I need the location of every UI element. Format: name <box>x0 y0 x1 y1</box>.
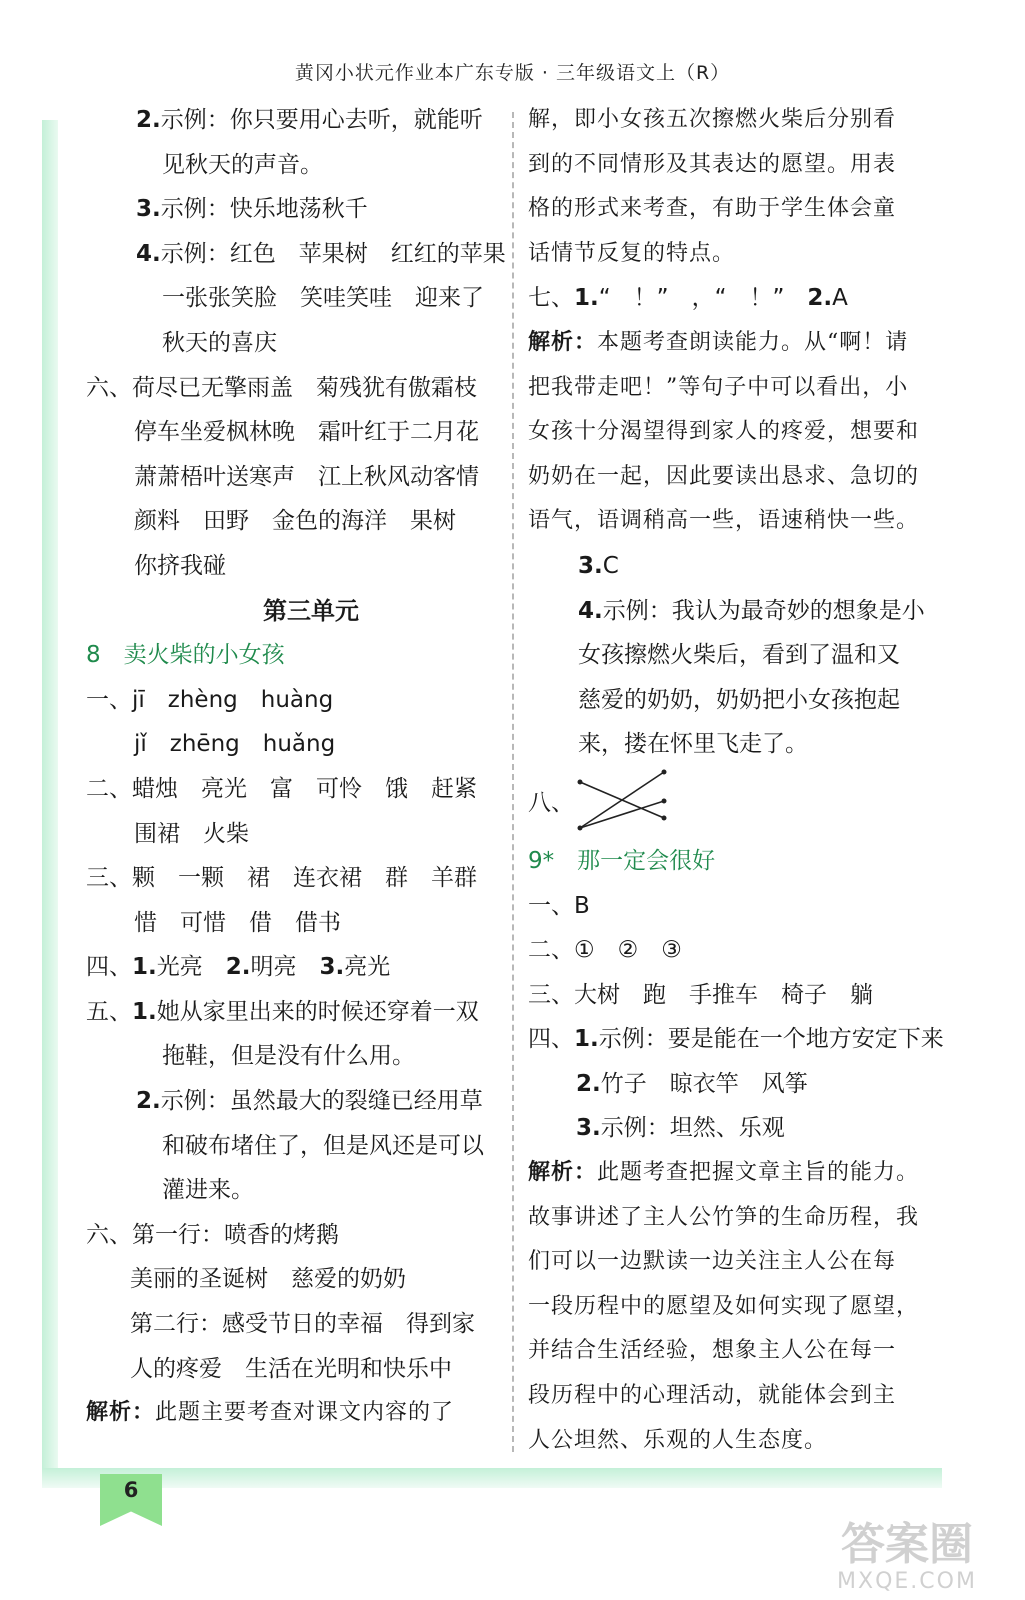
item-number: 3. <box>319 954 345 981</box>
analysis-line: 语气，语调稍高一些，语速稍快一些。 <box>528 508 920 534</box>
answer-line <box>86 990 506 1035</box>
analysis-line <box>528 1151 938 1196</box>
match-dot <box>578 779 583 784</box>
answer-line <box>86 1079 506 1124</box>
match-dot <box>578 825 583 830</box>
answer-text: A <box>832 285 848 312</box>
answer-line <box>528 1106 938 1151</box>
answer-text: 示例：你只要用心去听，就能听 <box>160 107 483 133</box>
item-number: 1. <box>574 285 599 312</box>
answer-line: 秋天的喜庆 <box>162 329 277 356</box>
answer-line: jǐ zhēng huǎng <box>134 731 336 758</box>
lesson-title: 那一定会很好 <box>577 847 716 874</box>
answer-line <box>528 276 938 321</box>
analysis-line: 到的不同情形及其表达的愿望。用表 <box>528 151 897 177</box>
lesson-heading <box>86 633 506 678</box>
analysis-text: 本题考查朗读能力。从“啊！请 <box>597 329 909 355</box>
answer-line: 一张张笑脸 笑哇笑哇 迎来了 <box>162 285 484 312</box>
answer-line: 你挤我碰 <box>134 552 226 579</box>
answer-text: 示例：快乐地荡秋千 <box>160 196 368 223</box>
answer-text: 竹子 晾衣竿 风筝 <box>600 1070 808 1097</box>
section-prefix: 四、 <box>528 1026 574 1053</box>
lesson-heading <box>528 839 938 884</box>
item-number: 1. <box>132 998 157 1025</box>
matching-lines-diagram <box>574 768 674 838</box>
analysis-line: 段历程中的心理活动，就能体会到主 <box>528 1383 897 1409</box>
item-number: 3. <box>578 552 603 579</box>
section-prefix: 四、 <box>86 954 132 981</box>
answer-line: 一、B <box>528 892 590 919</box>
column-divider <box>512 112 514 1452</box>
answer-line <box>528 1062 938 1107</box>
answer-line: 二、蜡烛 亮光 富 可怜 饿 赶紧 <box>86 775 477 802</box>
match-line <box>580 801 664 828</box>
answer-text: C <box>602 552 619 579</box>
answer-text: 示例：红色 苹果树 红红的苹果 <box>160 240 506 267</box>
item-number: 2. <box>576 1070 601 1097</box>
section-prefix: 七、 <box>528 285 574 312</box>
right-column <box>528 98 944 1463</box>
analysis-line: 把我带走吧！”等句子中可以看出，小 <box>528 374 909 400</box>
section-prefix: 五、 <box>86 998 132 1025</box>
left-column <box>86 98 506 1436</box>
answer-line: 慈爱的奶奶，奶奶把小女孩抱起 <box>578 686 900 713</box>
matching-answer <box>528 767 938 839</box>
page-header: 黄冈小状元作业本广东专版 · 三年级语文上（R） <box>294 62 731 84</box>
answer-line: 萧萧梧叶送寒声 江上秋风动客情 <box>134 463 479 490</box>
unit-title: 第三单元 <box>263 596 359 625</box>
answer-line: 停车坐爱枫林晚 霜叶红于二月花 <box>134 419 479 446</box>
analysis-line: 人公坦然、乐观的人生态度。 <box>528 1427 828 1453</box>
analysis-label: 解析： <box>86 1400 156 1426</box>
answer-text: 示例：要是能在一个地方安定下来 <box>598 1026 944 1053</box>
answer-line <box>528 1017 944 1062</box>
answer-line <box>86 945 506 990</box>
answer-line: 见秋天的声音。 <box>162 151 323 178</box>
answer-line <box>528 544 938 589</box>
analysis-line: 解，即小女孩五次擦燃火柴后分别看 <box>528 107 897 132</box>
answer-line: 颜料 田野 金色的海洋 果树 <box>134 508 456 535</box>
item-number: 3. <box>576 1115 601 1142</box>
analysis-line <box>528 321 938 366</box>
item-number: 2. <box>136 107 161 133</box>
item-number: 4. <box>578 597 603 624</box>
answer-line: 六、第一行：喷香的烤鹅 <box>86 1221 339 1248</box>
answer-line: 围裙 火柴 <box>134 820 249 847</box>
answer-text: 光亮 <box>156 954 203 981</box>
left-decorative-bar <box>42 120 58 1480</box>
answer-line: 第二行：感受节日的幸福 得到家 <box>130 1311 475 1338</box>
item-number: 2. <box>807 285 833 312</box>
analysis-line: 一段历程中的愿望及如何实现了愿望， <box>528 1293 920 1319</box>
analysis-line: 格的形式来考查，有助于学生体会童 <box>528 196 897 222</box>
answer-line: 和破布堵住了，但是风还是可以 <box>162 1132 484 1159</box>
match-dot <box>662 815 667 820</box>
answer-line <box>86 232 506 277</box>
analysis-line: 女孩十分渴望得到家人的疼爱，想要和 <box>528 419 920 445</box>
watermark <box>817 1521 997 1594</box>
answer-line: 美丽的圣诞树 慈爱的奶奶 <box>130 1266 406 1293</box>
item-number: 4. <box>136 240 161 267</box>
page-number: 6 <box>123 1478 139 1502</box>
answer-line: 三、大树 跑 手推车 椅子 躺 <box>528 981 873 1008</box>
watermark-logo-text: 答案圈 <box>841 1519 973 1570</box>
analysis-line: 话情节反复的特点。 <box>528 240 736 266</box>
answer-line: 来，搂在怀里飞走了。 <box>578 731 808 758</box>
lesson-title: 卖火柴的小女孩 <box>123 642 285 669</box>
item-number: 3. <box>136 196 161 223</box>
answer-line: 三、颗 一颗 裙 连衣裙 群 羊群 <box>86 865 477 892</box>
answer-line <box>528 589 938 634</box>
answer-text: “ ！” ，“ ！” <box>598 285 785 312</box>
item-number: 1. <box>132 954 157 981</box>
watermark-url: MXQE.COM <box>837 1569 977 1594</box>
answer-text: 示例：虽然最大的裂缝已经用草 <box>160 1088 483 1115</box>
match-line <box>580 772 664 828</box>
answer-text: 明亮 <box>250 954 297 981</box>
answer-line: 一、jī zhèng huàng <box>86 686 334 713</box>
analysis-label: 解析： <box>528 329 598 355</box>
answer-line: 人的疼爱 生活在光明和快乐中 <box>130 1355 452 1382</box>
analysis-label: 解析： <box>528 1160 598 1186</box>
lesson-number: 8 <box>86 642 101 669</box>
analysis-text: 此题主要考查对课文内容的了 <box>155 1400 455 1426</box>
match-dot <box>662 769 667 774</box>
item-number: 2. <box>136 1088 161 1115</box>
section-prefix: 八、 <box>528 789 574 816</box>
answer-line: 拖鞋，但是没有什么用。 <box>162 1043 415 1070</box>
analysis-line <box>86 1391 506 1436</box>
answer-line: 惜 可惜 借 借书 <box>134 909 341 936</box>
lesson-number: 9* <box>528 847 555 874</box>
answer-text: 亮光 <box>344 954 391 981</box>
analysis-line: 并结合生活经验，想象主人公在每一 <box>528 1338 897 1364</box>
item-number: 2. <box>225 954 251 981</box>
answer-line: 灌进来。 <box>162 1177 254 1204</box>
answer-text: 示例：坦然、乐观 <box>600 1115 785 1142</box>
analysis-line: 奶奶在一起，因此要读出恳求、急切的 <box>528 463 920 489</box>
answer-line: 女孩擦燃火柴后，看到了温和又 <box>578 642 900 669</box>
answer-line: 六、荷尽已无擎雨盖 菊残犹有傲霜枝 <box>86 374 477 401</box>
answer-text: 示例：我认为最奇妙的想象是小 <box>602 597 925 624</box>
analysis-line: 们可以一边默读一边关注主人公在每 <box>528 1249 897 1275</box>
analysis-text: 此题考查把握文章主旨的能力。 <box>597 1160 920 1186</box>
analysis-line: 故事讲述了主人公竹笋的生命历程，我 <box>528 1204 920 1230</box>
answer-line <box>86 187 506 232</box>
answer-text: 她从家里出来的时候还穿着一双 <box>156 998 479 1025</box>
item-number: 1. <box>574 1026 599 1053</box>
answer-line <box>86 98 506 143</box>
answer-line: 二、① ② ③ <box>528 937 682 964</box>
match-dot <box>662 798 667 803</box>
bottom-decorative-bar <box>42 1468 942 1488</box>
